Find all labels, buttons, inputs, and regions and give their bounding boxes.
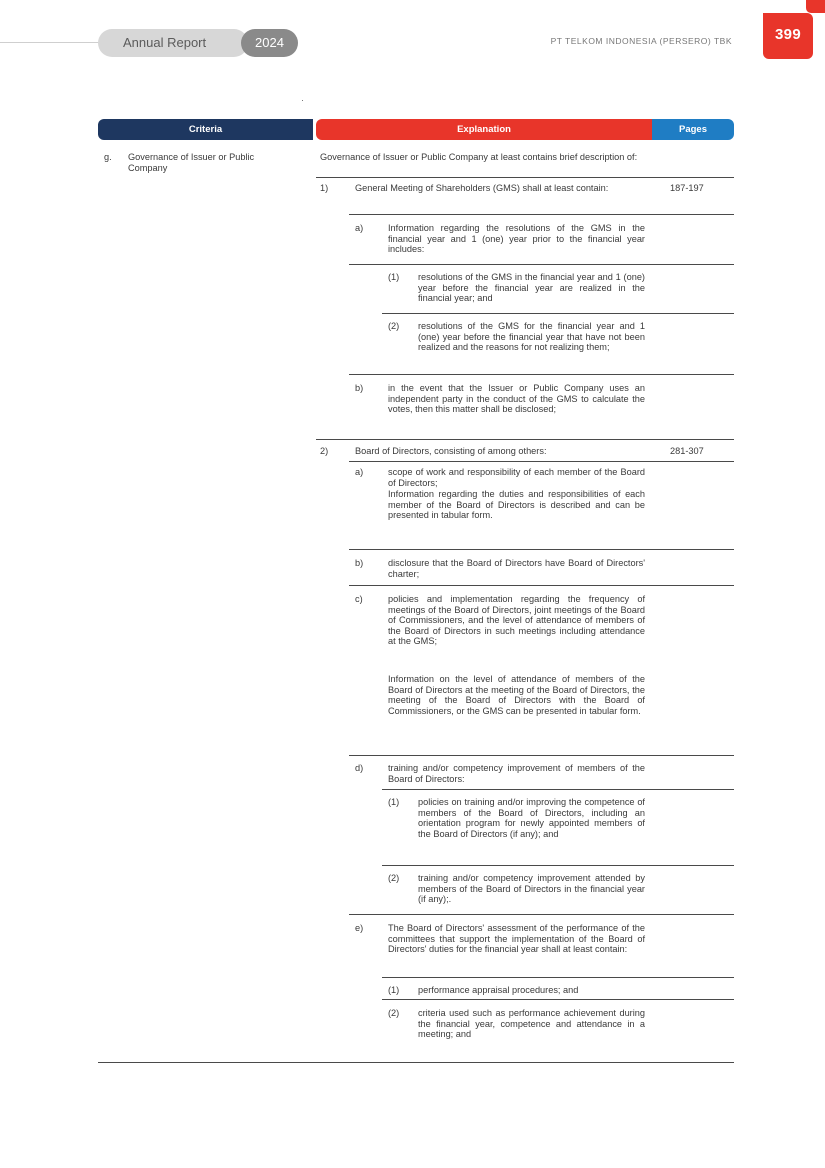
page-number-tab: 399 <box>763 13 813 59</box>
row-divider <box>349 914 734 915</box>
column-header-pages: Pages <box>652 119 734 140</box>
company-name: PT TELKOM INDONESIA (PERSERO) TBK <box>550 36 732 46</box>
s2-text: Board of Directors, consisting of among others: <box>355 446 547 456</box>
row-divider <box>349 214 734 215</box>
row-divider <box>349 461 734 462</box>
row-divider <box>382 999 734 1000</box>
s1-a1-text: resolutions of the GMS in the financial year and 1 (one) year before the financial year are realized in the financial year; and <box>418 272 645 304</box>
s2-a-text-1: scope of work and responsibility of each member of the Board of Directors; <box>388 467 645 488</box>
page-tab-notch <box>806 0 825 13</box>
s2-a-marker: a) <box>355 467 364 477</box>
s2-d2-text: training and/or competency improvement attended by members of the Board of Directors in the financial year (if any);. <box>418 873 645 905</box>
s2-number: 2) <box>320 446 329 456</box>
s2-e-text: The Board of Directors' assessment of the performance of the committees that support the implementation of the Board of Directors' duties for the financial year shall at least contain: <box>388 923 645 955</box>
s2-d1-marker: (1) <box>388 797 400 807</box>
s2-e2-text: criteria used such as performance achievement during the financial year, competence and attendance in a meeting; and <box>418 1008 645 1040</box>
row-divider <box>349 374 734 375</box>
s2-e1-marker: (1) <box>388 985 400 995</box>
s1-b-marker: b) <box>355 383 364 393</box>
s2-a-text-2: Information regarding the duties and responsibilities of each member of the Board of Directors is described and can be presented in tabular form. <box>388 489 645 521</box>
row-divider <box>349 585 734 586</box>
annual-report-label: Annual Report <box>98 29 248 57</box>
criteria-text: Governance of Issuer or Public Company <box>128 152 255 173</box>
header-rule <box>0 42 104 43</box>
s2-d-text: training and/or competency improvement of members of the Board of Directors: <box>388 763 645 784</box>
s2-e2-marker: (2) <box>388 1008 400 1018</box>
row-divider <box>349 755 734 756</box>
s1-a1-marker: (1) <box>388 272 400 282</box>
row-divider <box>382 789 734 790</box>
s1-b-text: in the event that the Issuer or Public Company uses an independent party in the conduct of the GMS to calculate the votes, then this matter shall be disclosed; <box>388 383 645 415</box>
s2-c-text-1: policies and implementation regarding the frequency of meetings of the Board of Directors, joint meetings of the Board of Commissioners, and the level of attendance of members of the Board of Directors in such meetings including attendance at the GMS; <box>388 594 645 647</box>
row-divider <box>349 549 734 550</box>
s2-b-marker: b) <box>355 558 364 568</box>
row-divider <box>316 439 734 440</box>
row-divider <box>382 865 734 866</box>
s1-number: 1) <box>320 183 329 193</box>
s2-d2-marker: (2) <box>388 873 400 883</box>
s1-a2-text: resolutions of the GMS for the financial year and 1 (one) year before the financial year that have not been realized and the reasons for not realizing them; <box>418 321 645 353</box>
s1-a-text: Information regarding the resolutions of the GMS in the financial year and 1 (one) year prior to the financial year includes: <box>388 223 645 255</box>
column-header-explanation: Explanation <box>316 119 652 140</box>
s1-a-marker: a) <box>355 223 364 233</box>
s2-pages: 281-307 <box>670 446 704 456</box>
s2-e1-text: performance appraisal procedures; and <box>418 985 579 995</box>
report-year-badge: 2024 <box>241 29 298 57</box>
s2-c-marker: c) <box>355 594 363 604</box>
s2-b-text: disclosure that the Board of Directors have Board of Directors' charter; <box>388 558 645 579</box>
table-bottom-border <box>98 1062 734 1063</box>
row-divider <box>316 177 734 178</box>
s1-text: General Meeting of Shareholders (GMS) shall at least contain: <box>355 183 609 193</box>
intro-text: Governance of Issuer or Public Company at least contains brief description of: <box>320 152 638 162</box>
column-header-criteria: Criteria <box>98 119 313 140</box>
row-divider <box>382 977 734 978</box>
row-divider <box>382 313 734 314</box>
stray-dot <box>302 100 303 101</box>
s2-d-marker: d) <box>355 763 364 773</box>
criteria-marker: g. <box>104 152 112 162</box>
s2-e-marker: e) <box>355 923 364 933</box>
s1-a2-marker: (2) <box>388 321 400 331</box>
s1-pages: 187-197 <box>670 183 704 193</box>
row-divider <box>349 264 734 265</box>
s2-d1-text: policies on training and/or improving the competence of members of the Board of Directors, including an orientation program for newly appointed members of the Board of Directors (if any); and <box>418 797 645 839</box>
s2-c-text-2: Information on the level of attendance of members of the Board of Directors at the meeting of the Board of Directors, the meeting of the Board of Directors with the Board of Commissioners, or the GMS can be presented in tabular form. <box>388 674 645 716</box>
